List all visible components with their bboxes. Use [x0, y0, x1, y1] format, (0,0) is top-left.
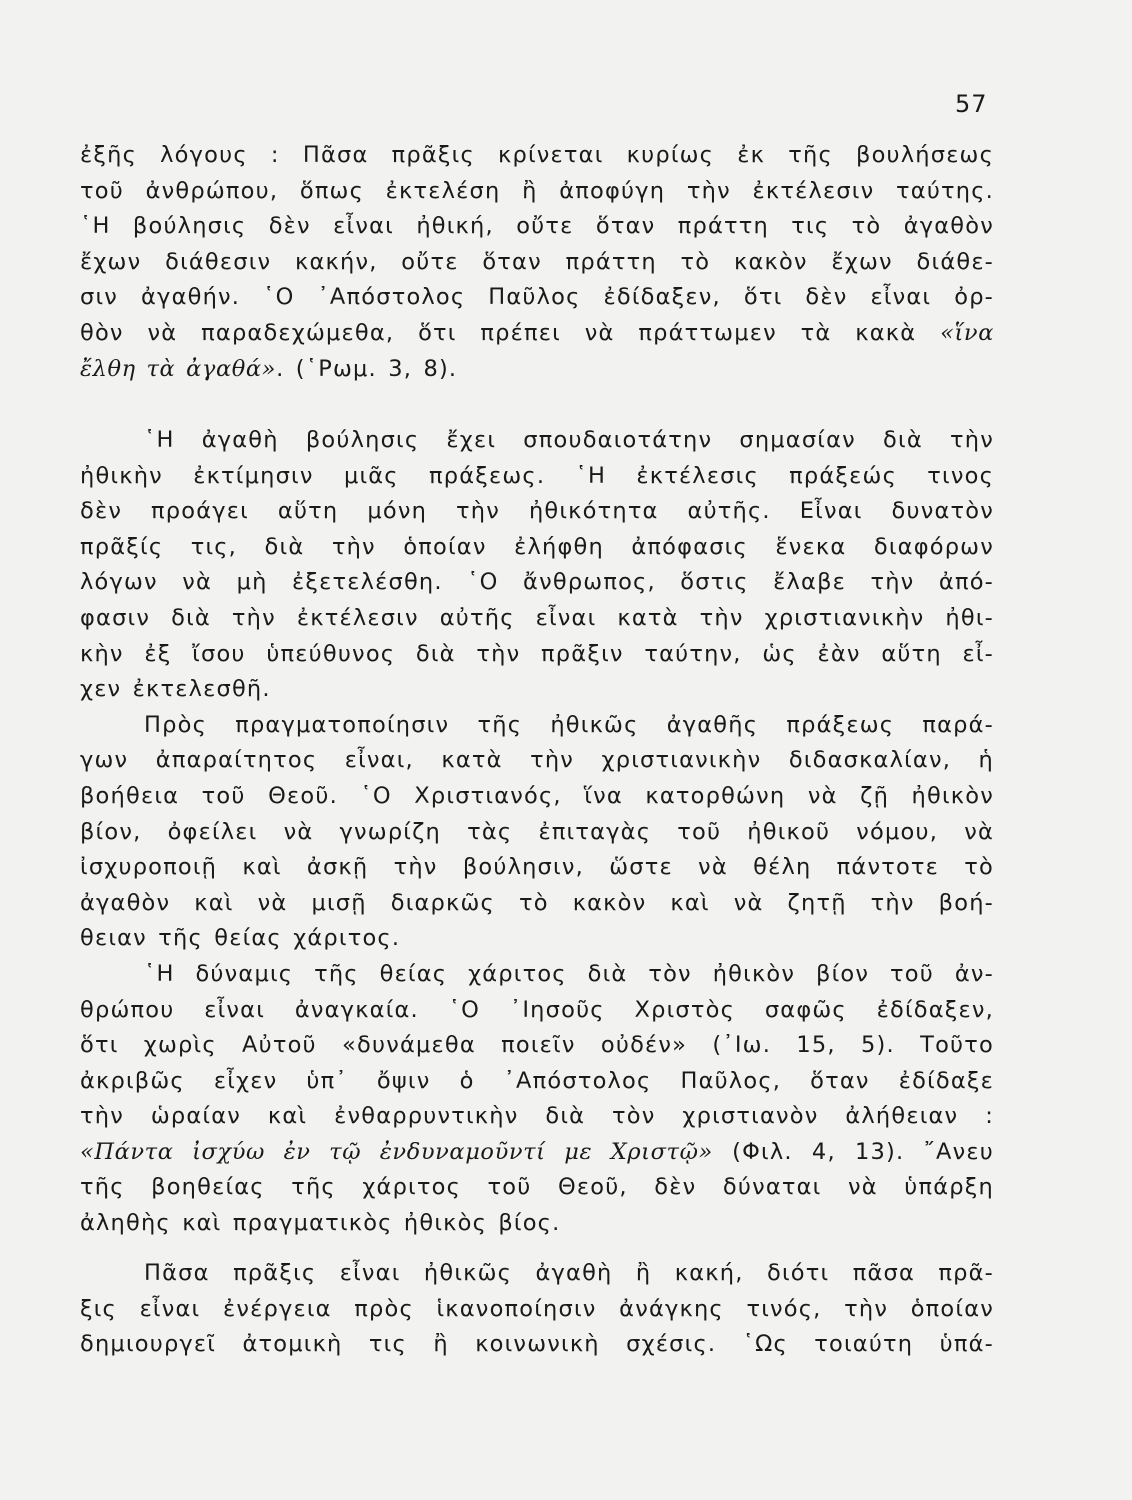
text-line: βοήθεια τοῦ Θεοῦ. ῾Ο Χριστιανός, ἵνα κατορθώνη νὰ ζῇ ἠθικὸν	[80, 782, 994, 809]
new-paragraph	[80, 1256, 994, 1363]
text-line: τῆς βοηθείας τῆς χάριτος τοῦ Θεοῦ, δὲν δύναται νὰ ὑπάρξη	[80, 1174, 994, 1201]
text-line: λόγων νὰ μὴ ἐξετελέσθη. ῾Ο ἄνθρωπος, ὅστις ἔλαβε τὴν ἀπό-	[80, 569, 994, 596]
italic-quote: ἔλθη τὰ ἀγαθά»	[80, 355, 277, 382]
text-line: ἀγαθὸν καὶ νὰ μισῇ διαρκῶς τὸ κακὸν καὶ νὰ ζητῇ τὴν βοή-	[80, 889, 994, 916]
italic-quote: «ἵνα	[940, 319, 994, 346]
text-line	[80, 1135, 994, 1171]
text-line: σιν ἀγαθήν. ῾Ο ᾿Απόστολος Παῦλος ἐδίδαξεν, ὅτι δὲν εἶναι ὀρ-	[80, 284, 994, 311]
text-line: ἠθικὴν ἐκτίμησιν μιᾶς πράξεως. ῾Η ἐκτέλεσις πράξεώς τινος	[80, 462, 994, 489]
text-line: βίον, ὀφείλει νὰ γνωρίζη τὰς ἐπιταγὰς τοῦ ἠθικοῦ νόμου, νὰ	[80, 818, 994, 845]
text-line: γων ἀπαραίτητος εἶναι, κατὰ τὴν χριστιανικὴν διδασκαλίαν, ἡ	[80, 747, 994, 774]
page-number: 57	[955, 90, 988, 118]
text-line: δὲν προάγει αὕτη μόνη τὴν ἠθικότητα αὐτῆς. Εἶναι δυνατὸν	[80, 498, 994, 525]
citation: . (῾Ρωμ. 3, 8).	[276, 355, 458, 382]
text-line: τοῦ ἀνθρώπου, ὅπως ἐκτελέση ἢ ἀποφύγη τὴν ἐκτέλεσιν ταύτης.	[80, 177, 994, 204]
text-line: ἐξῆς λόγους : Πᾶσα πρᾶξις κρίνεται κυρίως ἐκ τῆς βουλήσεως	[80, 142, 994, 168]
text-line: κὴν ἐξ ἴσου ὑπεύθυνος διὰ τὴν πρᾶξιν ταύτην, ὡς ἐὰν αὕτη εἶ-	[80, 640, 994, 667]
text-line: χεν ἐκτελεσθῆ.	[80, 676, 271, 703]
text-line: Πᾶσα πρᾶξις εἶναι ἠθικῶς ἀγαθὴ ἢ κακή, διότι πᾶσα πρᾶ-	[144, 1260, 994, 1286]
text-line: ἰσχυροποιῇ καὶ ἀσκῇ τὴν βούλησιν, ὥστε νὰ θέλη πάντοτε τὸ	[80, 854, 994, 881]
text-line	[80, 316, 994, 352]
text-line: ἀκριβῶς εἶχεν ὑπ᾿ ὄψιν ὁ ᾿Απόστολος Παῦλος, ὅταν ἐδίδαξε	[80, 1067, 994, 1094]
text-line: ῾Η ἀγαθὴ βούλησις ἔχει σπουδαιοτάτην σημασίαν διὰ τὴν	[144, 427, 994, 453]
text-line: θρώπου εἶναι ἀναγκαία. ῾Ο ᾿Ιησοῦς Χριστὸς σαφῶς ἐδίδαξεν,	[80, 996, 994, 1023]
text-line: ἀληθὴς καὶ πραγματικὸς ἠθικὸς βίος.	[80, 1210, 561, 1237]
text-segment: θὸν νὰ παραδεχώμεθα, ὅτι πρέπει νὰ πράττωμεν τὰ κακὰ	[80, 319, 917, 346]
text-line: Πρὸς πραγματοποίησιν τῆς ἠθικῶς ἀγαθῆς πράξεως παρά-	[144, 711, 994, 738]
text-line: θειαν τῆς θείας χάριτος.	[80, 925, 401, 952]
italic-quote: «Πάντα ἰσχύω ἐν τῷ ἐνδυναμοῦντί με Χριστῷ»	[80, 1138, 713, 1165]
text-line: ῾Η δύναμις τῆς θείας χάριτος διὰ τὸν ἠθικὸν βίον τοῦ ἀν-	[144, 960, 994, 987]
citation: (Φιλ. 4, 13). ῎Ανευ	[712, 1138, 994, 1165]
text-line: δημιουργεῖ ἀτομικὴ τις ἢ κοινωνικὴ σχέσις. ῾Ως τοιαύτη ὑπά-	[80, 1331, 994, 1358]
text-line: ὅτι χωρὶς Αὐτοῦ «δυνάμεθα ποιεῖν οὐδέν» (᾿Ιω. 15, 5). Τοῦτο	[80, 1032, 994, 1059]
text-line	[80, 352, 994, 388]
text-line: ξις εἶναι ἐνέργεια πρὸς ἱκανοποίησιν ἀνάγκης τινός, τὴν ὁποίαν	[80, 1295, 994, 1322]
paragraph-continuation	[80, 138, 994, 387]
main-paragraphs	[80, 423, 994, 1242]
text-line: πρᾶξίς τις, διὰ τὴν ὁποίαν ἐλήφθη ἀπόφασις ἕνεκα διαφόρων	[80, 533, 994, 560]
text-line: ἔχων διάθεσιν κακήν, οὔτε ὅταν πράττη τὸ κακὸν ἔχων διάθε-	[80, 248, 994, 275]
text-line: ῾Η βούλησις δὲν εἶναι ἠθική, οὔτε ὅταν πράττη τις τὸ ἀγαθὸν	[80, 213, 994, 240]
text-line: φασιν διὰ τὴν ἐκτέλεσιν αὐτῆς εἶναι κατὰ τὴν χριστιανικὴν ἠθι-	[80, 604, 994, 631]
text-line: τὴν ὡραίαν καὶ ἐνθαρρυντικὴν διὰ τὸν χριστιανὸν ἀλήθειαν :	[80, 1103, 994, 1130]
